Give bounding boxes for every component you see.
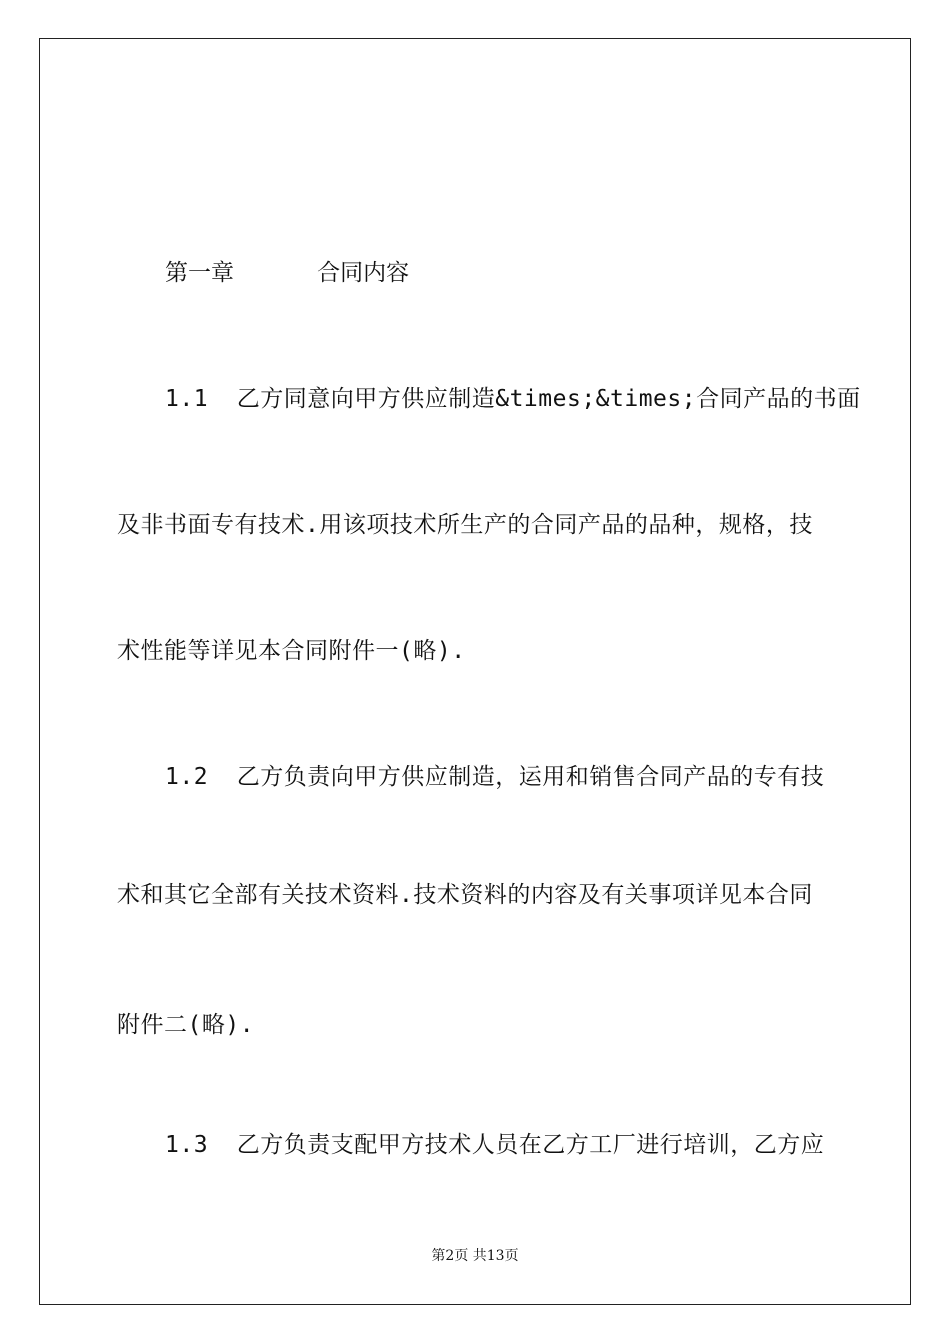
paragraph-1-line-1: 1.1 乙方同意向甲方供应制造&times;&times;合同产品的书面 bbox=[165, 386, 861, 412]
paragraph-3-line-1: 1.3 乙方负责支配甲方技术人员在乙方工厂进行培训，乙方应 bbox=[165, 1132, 825, 1158]
page-border bbox=[39, 38, 911, 1305]
paragraph-2-line-3: 附件二(略). bbox=[117, 1012, 255, 1038]
paragraph-2-line-1: 1.2 乙方负责向甲方供应制造，运用和销售合同产品的专有技 bbox=[165, 764, 825, 790]
chapter-title: 第一章 合同内容 bbox=[165, 260, 410, 286]
page-number-footer: 第2页 共13页 bbox=[431, 1248, 519, 1264]
paragraph-2-line-2: 术和其它全部有关技术资料.技术资料的内容及有关事项详见本合同 bbox=[117, 882, 813, 908]
paragraph-1-line-2: 及非书面专有技术.用该项技术所生产的合同产品的品种，规格，技 bbox=[117, 512, 813, 538]
paragraph-1-line-3: 术性能等详见本合同附件一(略). bbox=[117, 638, 466, 664]
